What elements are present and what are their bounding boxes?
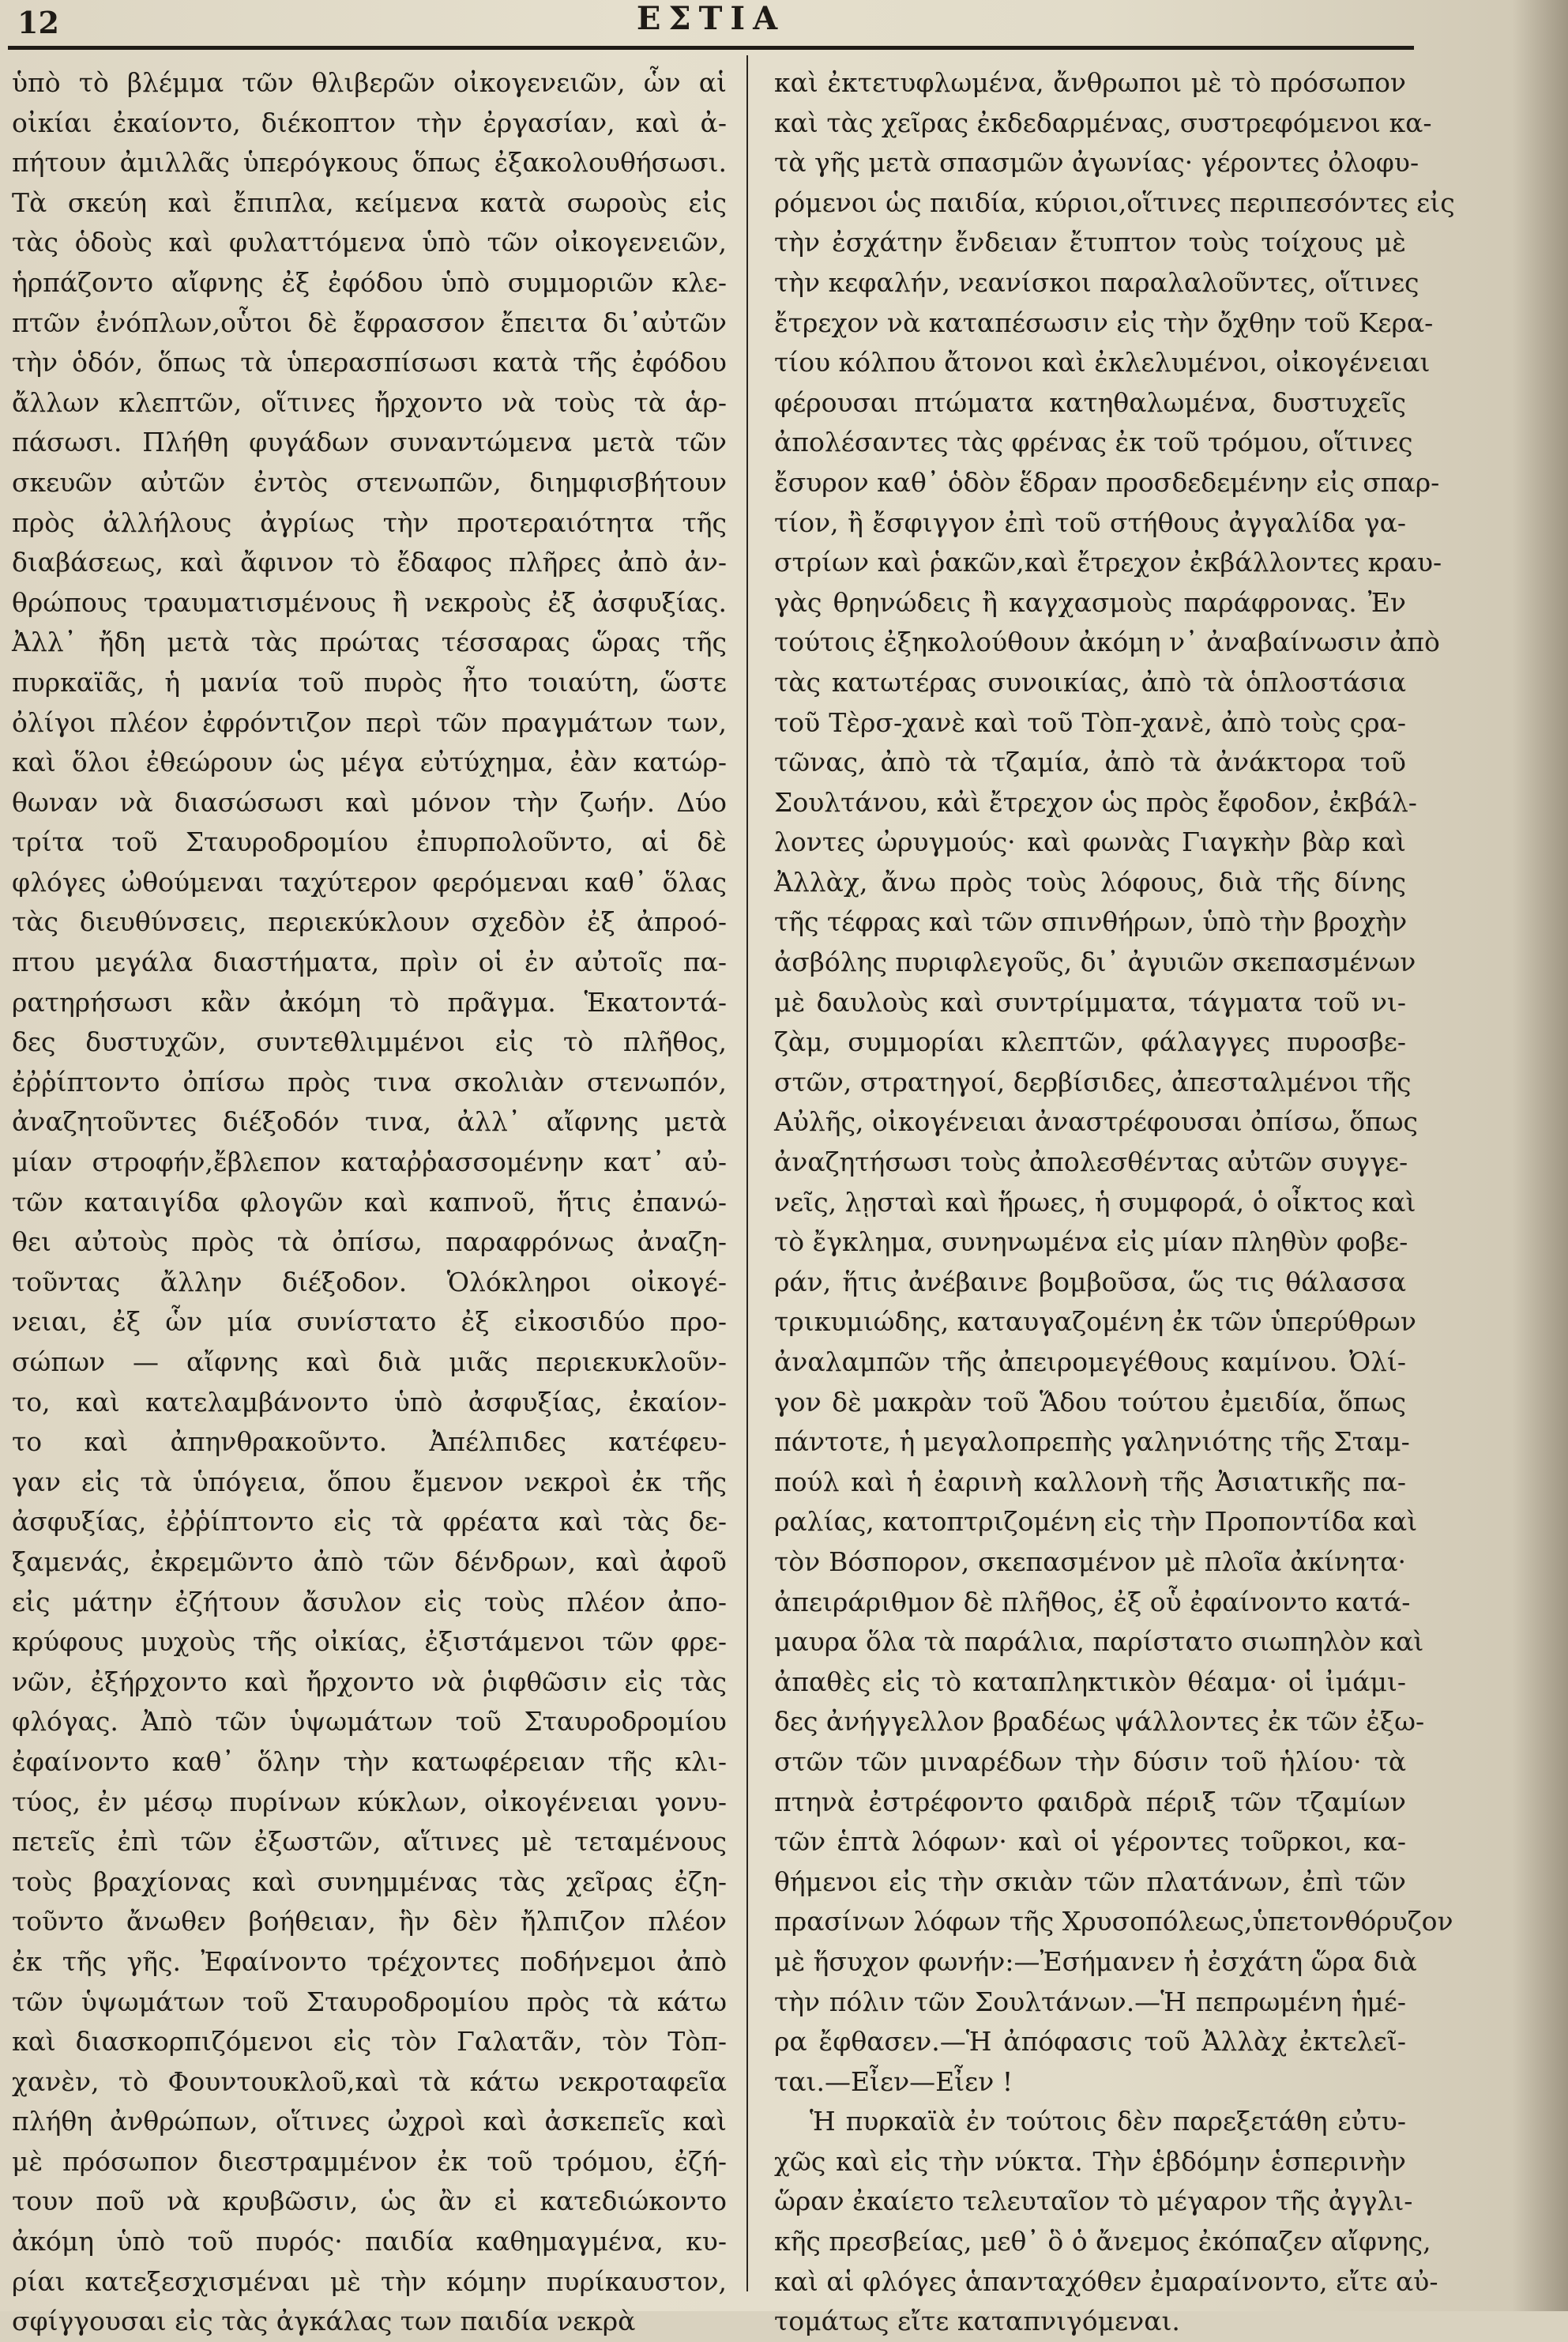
text-line: τρικυμιώδης, καταυγαζομένη ἐκ τῶν ὑπερύθρων — [774, 1306, 1416, 1338]
text-line: ὥραν ἐκαίετο τελευταῖον τὸ μέγαρον τῆς ἀγγλι- — [774, 2186, 1413, 2217]
text-line: τουν ποῦ νὰ κρυβῶσιν, ὡς ἂν εἰ κατεδιώκοντο — [12, 2186, 727, 2217]
text-line: δες δυστυχῶν, συντεθλιμμένοι εἰς τὸ πλῆθος, — [12, 1026, 727, 1058]
text-line: ἔτρεχον νὰ καταπέσωσιν εἰς τὴν ὄχθην τοῦ Κερα- — [774, 307, 1434, 338]
text-line: θρώπους τραυματισμένους ἢ νεκροὺς ἐξ ἀσφυξίας. — [12, 586, 727, 618]
text-line: τῶνας, ἀπὸ τὰ τζαμία, ἀπὸ τὰ ἀνάκτορα τοῦ — [774, 747, 1406, 778]
text-line: Αὐλῆς, οἰκογένειαι ἀναστρέφουσαι ὀπίσω, ὅπως — [774, 1106, 1419, 1138]
text-line: τομάτως εἴτε καταπνιγόμεναι. — [774, 2306, 1180, 2337]
text-line: καὶ τὰς χεῖρας ἐκδεδαρμένας, συστρεφόμενοι κα- — [774, 107, 1432, 138]
text-line: χανὲν, τὸ Φουντουκλοῦ,καὶ τὰ κάτω νεκροταφεῖα — [12, 2065, 727, 2097]
text-line: ἡρπάζοντο αἴφνης ἐξ ἐφόδου ὑπὸ συμμοριῶν κλε- — [12, 266, 727, 298]
text-line: φλόγες ὠθούμεναι ταχύτερον φερόμεναι καθ᾽ ὅλας — [12, 866, 727, 898]
text-line: ἀσφυξίας, ἐῤῥίπτοντο εἰς τὰ φρέατα καὶ τὰς δε- — [12, 1506, 727, 1538]
text-line: νειαι, ἐξ ὧν μία συνίστατο ἐξ εἰκοσιδύο προ- — [12, 1306, 727, 1338]
text-line: τίου κόλπου ἄτονοι καὶ ἐκλελυμένοι, οἰκογένειαι — [774, 347, 1431, 378]
text-line: κῆς πρεσβείας, μεθ᾽ ὃ ὁ ἄνεμος ἐκόπαζεν αἴφνης, — [774, 2226, 1431, 2257]
text-line: θωναν νὰ διασώσωσι καὶ μόνον τὴν ζωήν. Δύο — [12, 786, 727, 818]
text-line: καὶ ἐκτετυφλωμένα, ἄνθρωποι μὲ τὸ πρόσωπον — [774, 67, 1406, 98]
text-line: τὴν ὁδόν, ὅπως τὰ ὑπερασπίσωσι κατὰ τῆς ἐφόδου — [12, 347, 727, 378]
text-line: τὰς ὁδοὺς καὶ φυλαττόμενα ὑπὸ τῶν οἰκογενειῶν, — [12, 227, 727, 258]
text-line: θει αὐτοὺς πρὸς τὰ ὀπίσω, παραφρόνως ἀναζη- — [12, 1226, 727, 1258]
text-line: πετεῖς ἐπὶ τῶν ἐξωστῶν, αἵτινες μὲ τεταμένους — [12, 1826, 727, 1858]
text-line: ξαμενάς, ἐκρεμῶντο ἀπὸ τῶν δένδρων, καὶ ἀφοῦ — [12, 1546, 727, 1577]
text-line: τὴν κεφαλήν, νεανίσκοι παραλαλοῦντες, οἵτινες — [774, 266, 1419, 298]
text-line: τὰς κατωτέρας συνοικίας, ἀπὸ τὰ ὁπλοστάσια — [774, 666, 1406, 698]
left-column — [12, 63, 727, 2342]
text-line: ἀναλαμπῶν τῆς ἀπειρομεγέθους καμίνου. Ὀλί- — [774, 1346, 1406, 1377]
text-line: φέρουσαι πτώματα κατηθαλωμένα, δυστυχεῖς — [774, 386, 1406, 418]
text-line: λοντες ὠρυγμούς· καὶ φωνὰς Γιαγκὴν βὰρ καὶ — [774, 826, 1406, 858]
text-line: ἀπολέσαντες τὰς φρένας ἐκ τοῦ τρόμου, οἵτινες — [774, 427, 1413, 458]
text-line: σφίγγουσαι εἰς τὰς ἀγκάλας των παιδία νεκρὰ — [12, 2306, 636, 2337]
text-line: οἰκίαι ἐκαίοντο, διέκοπτον τὴν ἐργασίαν, καὶ ἀ- — [12, 107, 727, 138]
text-line: στρίων καὶ ῥακῶν,καὶ ἔτρεχον ἐκβάλλοντες κραυ- — [774, 547, 1442, 578]
text-line: ἀναζητοῦντες διέξοδόν τινα, ἀλλ᾽ αἴφνης μετὰ — [12, 1106, 727, 1138]
text-line: μαυρα ὅλα τὰ παράλια, παρίστατο σιωπηλὸν καὶ — [774, 1626, 1424, 1658]
running-title: ΕΣΤΙΑ — [636, 0, 786, 37]
text-line: το, καὶ κατελαμβάνοντο ὑπὸ ἀσφυξίας, ἐκαίον- — [12, 1386, 727, 1418]
text-line: πάσωσι. Πλήθη φυγάδων συναντώμενα μετὰ τῶν — [12, 427, 727, 458]
text-line: τὸ ἔγκλημα, συνηνωμένα εἰς μίαν πληθὺν φοβε- — [774, 1226, 1408, 1258]
text-line: Τὰ σκεύη καὶ ἔπιπλα, κείμενα κατὰ σωροὺς εἰς — [12, 186, 727, 218]
text-line: μὲ πρόσωπον διεστραμμένον ἐκ τοῦ τρόμου, ἐζή- — [12, 2145, 727, 2177]
text-line: τῶν ὑψωμάτων τοῦ Σταυροδρομίου πρὸς τὰ κάτω — [12, 1986, 727, 2017]
text-line: πρὸς ἀλλήλους ἀγρίως τὴν προτεραιότητα τῆς — [12, 506, 727, 538]
text-line: στῶν, στρατηγοί, δερβίσιδες, ἀπεσταλμένοι τῆς — [774, 1066, 1412, 1098]
text-line: ἄλλων κλεπτῶν, οἵτινες ἤρχοντο νὰ τοὺς τὰ ἁρ- — [12, 386, 727, 418]
text-line: τοῦντο ἄνωθεν βοήθειαν, ἣν δὲν ἤλπιζον πλέον — [12, 1906, 727, 1937]
text-line: ται.—Εἶεν—Εἶεν ! — [774, 2065, 1013, 2097]
text-line: ὑπὸ τὸ βλέμμα τῶν θλιβερῶν οἰκογενειῶν, ὧν αἱ — [12, 67, 727, 98]
text-line: πτηνὰ ἐστρέφοντο φαιδρὰ πέριξ τῶν τζαμίων — [774, 1786, 1406, 1817]
text-line: ὀλίγοι πλέον ἐφρόντιζον περὶ τῶν πραγμάτων των, — [12, 706, 727, 738]
text-line: τὴν πόλιν τῶν Σουλτάνων.—Ἡ πεπρωμένη ἡμέ- — [774, 1986, 1406, 2017]
text-line: καὶ διασκορπιζόμενοι εἰς τὸν Γαλατᾶν, τὸν Τὸπ- — [12, 2026, 727, 2058]
text-line: Ἡ πυρκαϊὰ ἐν τούτοις δὲν παρεξετάθη εὐτυ- — [810, 2106, 1406, 2137]
text-line: τύος, ἐν μέσῳ πυρίνων κύκλων, οἰκογένειαι γονυ- — [12, 1786, 727, 1817]
page-binding-shadow — [1513, 0, 1568, 2311]
text-line: ἀπαθὲς εἰς τὸ καταπληκτικὸν θέαμα· οἱ ἰμάμι- — [774, 1666, 1406, 1697]
text-line: το καὶ ἀπηνθρακοῦντο. Ἀπέλπιδες κατέφευ- — [12, 1426, 727, 1458]
text-line: πάντοτε, ἡ μεγαλοπρεπὴς γαληνιότης τῆς Σταμ- — [774, 1426, 1410, 1458]
text-line: τῆς τέφρας καὶ τῶν σπινθήρων, ὑπὸ τὴν βροχὴν — [774, 906, 1408, 938]
text-line: τούτοις ἐξηκολούθουν ἀκόμη ν᾽ ἀναβαίνωσιν ἀπὸ — [774, 627, 1440, 658]
text-line: σκευῶν αὐτῶν ἐντὸς στενωπῶν, διημφισβήτουν — [12, 466, 727, 498]
text-line: ρίαι κατεξεσχισμέναι μὲ τὴν κόμην πυρίκαυστον, — [12, 2265, 727, 2297]
text-line: νῶν, ἐξήρχοντο καὶ ἤρχοντο νὰ ῥιφθῶσιν εἰς τὰς — [12, 1666, 727, 1697]
page-header — [8, 0, 1414, 46]
text-line: τὰς διευθύνσεις, περιεκύκλουν σχεδὸν ἐξ ἀπροό- — [12, 906, 727, 938]
page-number: 12 — [17, 5, 59, 40]
text-line: γὰς θρηνώδεις ἢ καγχασμοὺς παράφρονας. Ἐν — [774, 586, 1406, 618]
text-line: διαβάσεως, καὶ ἄφινον τὸ ἔδαφος πλῆρες ἀπὸ ἀν- — [12, 547, 727, 578]
text-line: καὶ αἱ φλόγες ἁπανταχόθεν ἐμαραίνοντο, εἴτε αὐ- — [774, 2265, 1438, 2297]
text-line: ρατηρήσωσι κἂν ἀκόμη τὸ πρᾶγμα. Ἑκατοντά- — [12, 986, 727, 1018]
text-line: τίον, ἢ ἔσφιγγον ἐπὶ τοῦ στήθους ἀγγαλίδα γα- — [774, 506, 1406, 538]
text-line: πρασίνων λόφων τῆς Χρυσοπόλεως,ὑπετονθόρυζον — [774, 1906, 1453, 1937]
text-line: ζὰμ, συμμορίαι κλεπτῶν, φάλαγγες πυροσβε- — [774, 1026, 1406, 1058]
text-line: κρύφους μυχοὺς τῆς οἰκίας, ἐξιστάμενοι τῶν φρε- — [12, 1626, 727, 1658]
text-line: Ἀλλὰχ, ἄνω πρὸς τοὺς λόφους, διὰ τῆς δίνης — [774, 866, 1406, 898]
text-line: πτῶν ἐνόπλων,οὗτοι δὲ ἔφρασσον ἔπειτα δι᾽αὐτῶν — [12, 307, 727, 338]
text-line: γαν εἰς τὰ ὑπόγεια, ὅπου ἔμενον νεκροὶ ἐκ τῆς — [12, 1466, 727, 1497]
text-line: θήμενοι εἰς τὴν σκιὰν τῶν πλατάνων, ἐπὶ τῶν — [774, 1866, 1406, 1897]
text-line: ἀκόμη ὑπὸ τοῦ πυρός· παιδία καθημαγμένα, κυ- — [12, 2226, 727, 2257]
text-line: μὲ δαυλοὺς καὶ συντρίμματα, τάγματα τοῦ νι- — [774, 986, 1406, 1018]
text-line: τῶν καταιγίδα φλογῶν καὶ καπνοῦ, ἥτις ἐπανώ- — [12, 1186, 727, 1218]
text-line: δες ἀνήγγελλον βραδέως ψάλλοντες ἐκ τῶν ἐξω- — [774, 1706, 1425, 1738]
text-line: ραλίας, κατοπτριζομένη εἰς τὴν Προποντίδα καὶ — [774, 1506, 1418, 1538]
text-line: τὸν Βόσπορον, σκεπασμένον μὲ πλοῖα ἀκίνητα· — [774, 1546, 1406, 1577]
text-line: Σουλτάνου, κἀὶ ἔτρεχον ὡς πρὸς ἔφοδον, ἐκβάλ- — [774, 786, 1417, 818]
text-line: πήτουν ἀμιλλᾶς ὑπερόγκους ὅπως ἐξακολουθήσωσι. — [12, 147, 727, 179]
text-line: πούλ καὶ ἡ ἐαρινὴ καλλονὴ τῆς Ἀσιατικῆς πα- — [774, 1466, 1406, 1497]
text-line: νεῖς, λῃσταὶ καὶ ἥρωες, ἡ συμφορά, ὁ οἶκτος καὶ — [774, 1186, 1416, 1218]
text-line: ἀσβόλης πυριφλεγοῦς, δι᾽ ἀγυιῶν σκεπασμένων — [774, 947, 1416, 978]
text-line: φλόγας. Ἀπὸ τῶν ὑψωμάτων τοῦ Σταυροδρομίου — [12, 1706, 727, 1738]
text-line: Ἀλλ᾽ ἤδη μετὰ τὰς πρώτας τέσσαρας ὥρας τῆς — [12, 627, 727, 658]
text-line: πλήθη ἀνθρώπων, οἵτινες ὠχροὶ καὶ ἀσκεπεῖς καὶ — [12, 2106, 727, 2137]
text-line: μὲ ἥσυχον φωνήν:—Ἐσήμανεν ἡ ἐσχάτη ὥρα διὰ — [774, 1945, 1417, 1977]
text-line: ράν, ἥτις ἀνέβαινε βομβοῦσα, ὥς τις θάλασσα — [774, 1266, 1406, 1297]
text-line: γον δὲ μακρὰν τοῦ Ἅδου τούτου ἐμειδία, ὅπως — [774, 1386, 1406, 1418]
header-rule — [8, 46, 1414, 50]
text-line: ἔσυρον καθ᾽ ὁδὸν ἕδραν προσδεδεμένην εἰς σπαρ- — [774, 466, 1440, 498]
text-line: εἰς μάτην ἐζήτουν ἄσυλον εἰς τοὺς πλέον ἀπο- — [12, 1586, 727, 1617]
text-line: πτου μεγάλα διαστήματα, πρὶν οἱ ἐν αὐτοῖς πα- — [12, 947, 727, 978]
text-line: καὶ ὅλοι ἐθεώρουν ὡς μέγα εὐτύχημα, ἐὰν κατώρ- — [12, 747, 727, 778]
text-line: σώπων — αἴφνης καὶ διὰ μιᾶς περιεκυκλοῦν- — [12, 1346, 727, 1377]
text-line: τοῦντας ἄλλην διέξοδον. Ὁλόκληροι οἰκογέ- — [12, 1266, 727, 1297]
text-line: στῶν τῶν μιναρέδων τὴν δύσιν τοῦ ἡλίου· τὰ — [774, 1745, 1406, 1777]
column-divider — [746, 55, 748, 2291]
text-line: ἐκ τῆς γῆς. Ἐφαίνοντο τρέχοντες ποδήνεμοι ἀπὸ — [12, 1945, 727, 1977]
text-line: ἐῤῥίπτοντο ὀπίσω πρὸς τινα σκολιὰν στενωπόν, — [12, 1066, 727, 1098]
text-line: ἐφαίνοντο καθ᾽ ὅλην τὴν κατωφέρειαν τῆς κλι- — [12, 1745, 727, 1777]
text-line: μίαν στροφήν,ἔβλεπον καταῤῥασσομένην κατ᾽ αὐ- — [12, 1147, 727, 1178]
text-line: τὴν ἐσχάτην ἔνδειαν ἔτυπτον τοὺς τοίχους μὲ — [774, 227, 1406, 258]
text-line: τῶν ἑπτὰ λόφων· καὶ οἱ γέροντες τοῦρκοι, κα- — [774, 1826, 1406, 1858]
text-line: τοὺς βραχίονας καὶ συνημμένας τὰς χεῖρας ἐζη- — [12, 1866, 727, 1897]
text-line: τρίτα τοῦ Σταυροδρομίου ἐπυρπολοῦντο, αἱ δὲ — [12, 826, 727, 858]
text-line: πυρκαϊᾶς, ἡ μανία τοῦ πυρὸς ἦτο τοιαύτη, ὥστε — [12, 666, 727, 698]
text-line: ἀπειράριθμον δὲ πλῆθος, ἐξ οὗ ἐφαίνοντο κατά- — [774, 1586, 1411, 1617]
text-line: ρόμενοι ὡς παιδία, κύριοι,οἵτινες περιπεσόντες εἰς — [774, 186, 1455, 218]
right-column — [774, 63, 1455, 2342]
text-line: τοῦ Τὲρσ-χανὲ καὶ τοῦ Τὸπ-χανὲ, ἀπὸ τοὺς ςρα- — [774, 706, 1406, 738]
text-line: τὰ γῆς μετὰ σπασμῶν ἀγωνίας· γέροντες ὀλοφυ- — [774, 147, 1419, 179]
text-line: ρα ἔφθασεν.—Ἡ ἀπόφασις τοῦ Ἀλλὰχ ἐκτελεῖ- — [774, 2026, 1406, 2058]
text-line: χῶς καὶ εἰς τὴν νύκτα. Τὴν ἑβδόμην ἑσπερινὴν — [774, 2145, 1406, 2177]
text-line: ἀναζητήσωσι τοὺς ἀπολεσθέντας αὐτῶν συγγε- — [774, 1147, 1408, 1178]
